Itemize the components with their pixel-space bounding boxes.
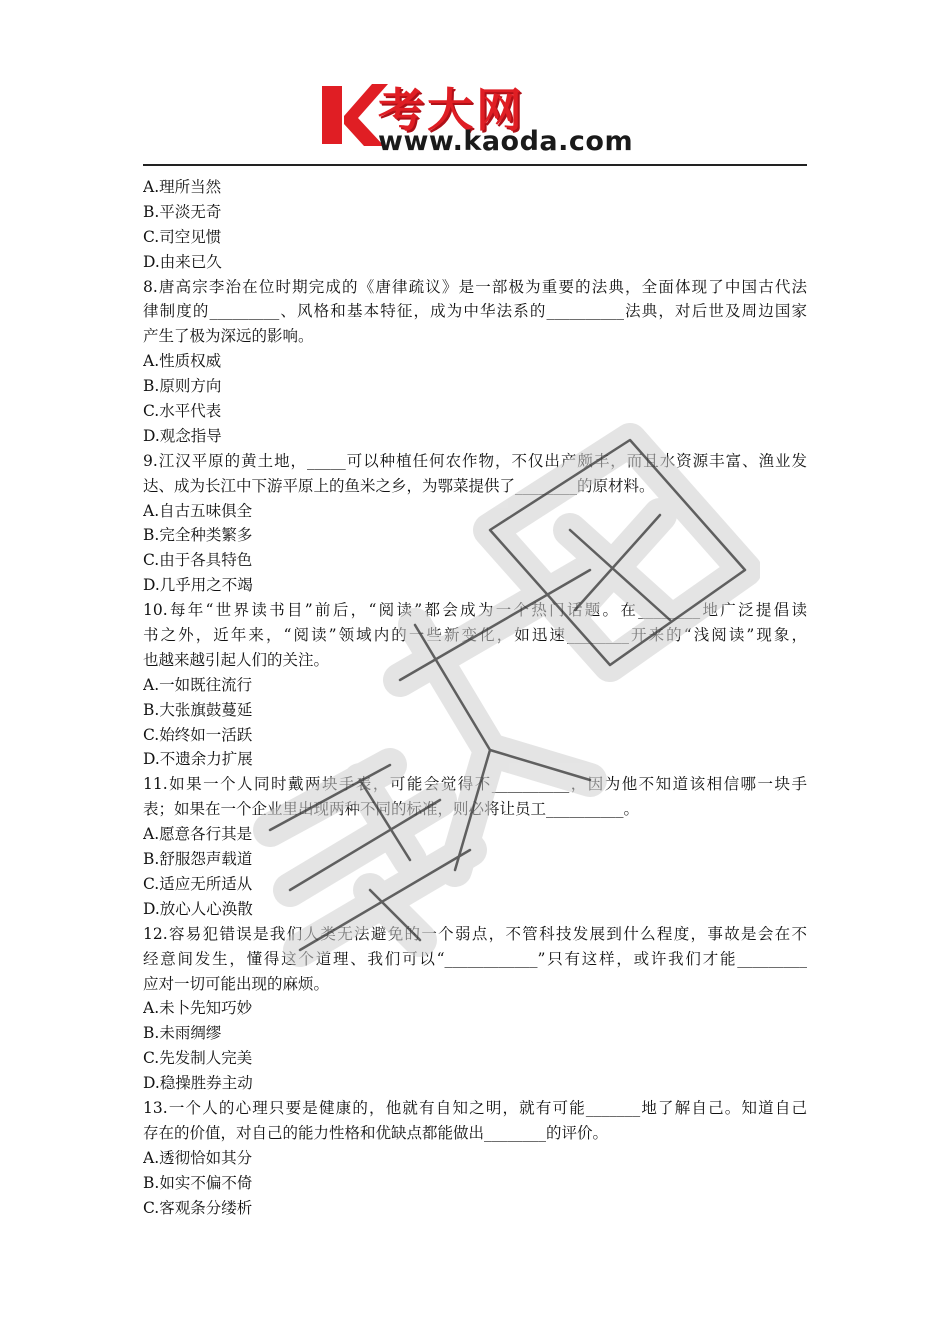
text-line: D.几乎用之不竭 (143, 576, 253, 595)
text-line: C.客观条分缕析 (143, 1198, 253, 1217)
text-line: 10.每年“世界读书目”前后，“阅读”都会成为一个热门话题。在________地广泛提倡读 (143, 601, 807, 620)
text-line: C.水平代表 (143, 402, 222, 421)
text-line: 也越来越引起人们的关注。 (143, 650, 330, 669)
text-line: A.未卜先知巧妙 (143, 999, 253, 1018)
text-line: 11.如果一个人同时戴两块手表，可能会觉得不__________，因为他不知道该相信哪一块手 (143, 775, 807, 794)
text-line: A.愿意各行其是 (143, 825, 253, 844)
text-line: A.性质权威 (143, 352, 222, 371)
text-line: A.自古五味俱全 (143, 501, 253, 520)
page-header (0, 0, 950, 170)
text-line: B.未雨绸缪 (143, 1024, 222, 1043)
text-line: 书之外，近年来，“阅读”领域内的一些新变化，如迅速________开来的“浅阅读”现象， (143, 626, 807, 645)
text-line: B.平淡无奇 (143, 202, 222, 221)
text-line: 产生了极为深远的影响。 (143, 327, 314, 346)
text-line: B.完全种类繁多 (143, 526, 253, 545)
exam-content (143, 175, 807, 1220)
text-line: 13.一个人的心理只要是健康的，他就有自知之明，就有可能_______地了解自己。知道自己 (143, 1098, 807, 1117)
text-line: 8.唐高宗李治在位时期完成的《唐律疏议》是一部极为重要的法典，全面体现了中国古代法 (143, 277, 807, 296)
text-line: B.如实不偏不倚 (143, 1173, 253, 1192)
text-line: 律制度的_________、风格和基本特征，成为中华法系的__________法典，对后世及周边国家 (143, 302, 807, 321)
text-line: C.先发制人完美 (143, 1049, 253, 1068)
text-line: A.透彻恰如其分 (143, 1148, 253, 1167)
text-line: 经意间发生，懂得这个道理、我们可以“____________”只有这样，或许我们才能_________ (143, 949, 807, 968)
text-line: C.司空见惯 (143, 227, 222, 246)
kaoda-logo[interactable] (318, 80, 638, 160)
header-divider (143, 164, 807, 166)
text-line: B.大张旗鼓蔓延 (143, 700, 253, 719)
text-line: A.理所当然 (143, 178, 222, 196)
text-line: D.稳操胜券主动 (143, 1074, 253, 1093)
text-line: C.始终如一活跃 (143, 725, 253, 744)
logo-url: www.kaoda.com (378, 126, 634, 157)
text-line: D.放心人心涣散 (143, 899, 253, 918)
text-line: D.不遗余力扩展 (143, 750, 253, 769)
text-line: A.一如既往流行 (143, 675, 253, 694)
text-line: 12.容易犯错误是我们人类无法避免的一个弱点，不管科技发展到什么程度，事故是会在不 (143, 924, 807, 943)
text-line: B.舒服怨声载道 (143, 850, 253, 869)
text-line: 9.江汉平原的黄土地，_____可以种植任何农作物，不仅出产颇丰，而且水资源丰富、渔业发 (143, 451, 807, 470)
text-line: 达、成为长江中下游平原上的鱼米之乡，为鄂菜提供了________的原材料。 (143, 476, 655, 495)
text-line: 应对一切可能出现的麻烦。 (143, 974, 330, 993)
logo-title: 考大网 (378, 83, 525, 137)
text-line: D.观念指导 (143, 426, 222, 445)
text-line: C.由于各具特色 (143, 551, 253, 570)
text-line: D.由来已久 (143, 252, 222, 271)
text-line: 存在的价值，对自己的能力性格和优缺点都能做出________的评价。 (143, 1123, 609, 1142)
text-line: C.适应无所适从 (143, 874, 253, 893)
text-line: B.原则方向 (143, 377, 222, 396)
text-line: 表；如果在一个企业里出现两种不同的标准，则必将让员工__________。 (143, 800, 640, 819)
